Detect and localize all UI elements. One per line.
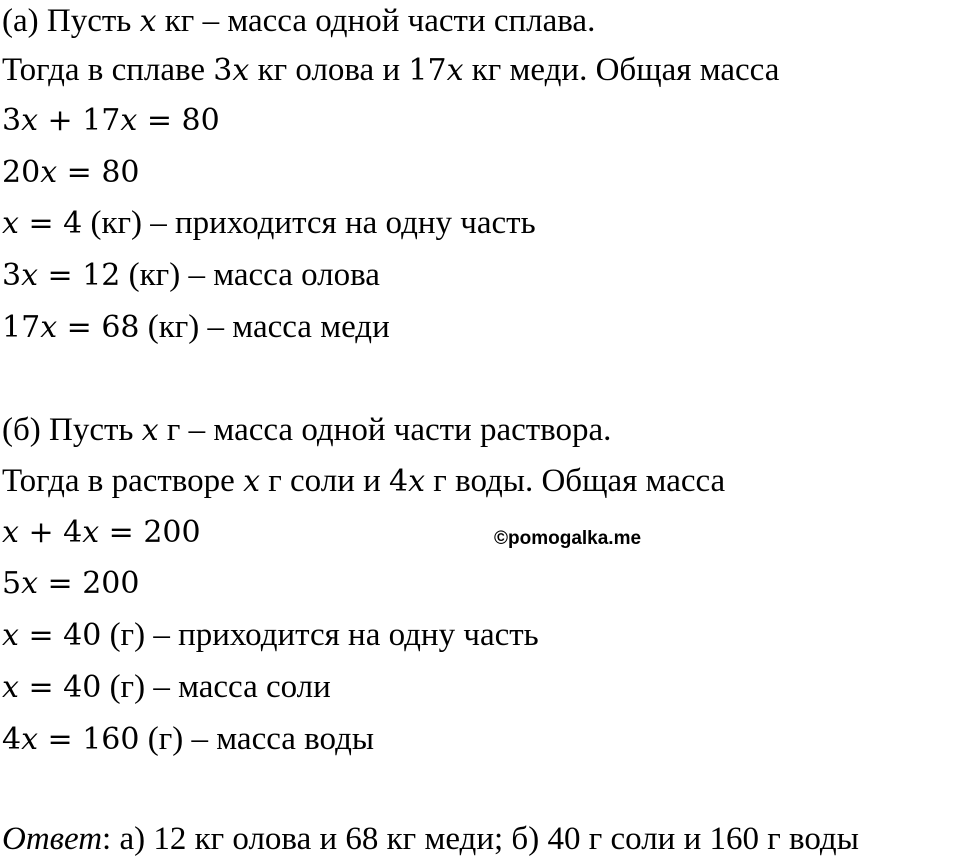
solution-line: [2, 461, 725, 501]
equation-line: [2, 512, 201, 552]
solution-line: [2, 1, 595, 41]
answer-label: Ответ: [2, 821, 103, 857]
math-variable: x: [40, 310, 58, 345]
math-expression: + 17: [38, 103, 121, 138]
math-variable: x: [232, 53, 250, 88]
equation-line: [2, 563, 140, 603]
math-expression: = 80: [137, 103, 220, 138]
equation-line: [2, 152, 140, 192]
text-segment: кг меди. Общая масса: [463, 52, 780, 88]
math-variable: x: [2, 206, 19, 241]
solution-line: [2, 50, 779, 90]
watermark: ©pomogalka.me: [494, 528, 642, 549]
text-segment: г воды. Общая масса: [425, 463, 726, 499]
text-segment: (а) Пусть: [2, 3, 140, 39]
text-segment: (г) – приходится на одну часть: [101, 617, 539, 653]
math-variable: x: [408, 464, 426, 499]
math-expression: 4: [389, 464, 409, 499]
math-variable: x: [40, 155, 58, 190]
math-variable: x: [446, 53, 464, 88]
text-segment: (б) Пусть: [2, 412, 142, 448]
math-expression: 3: [2, 258, 22, 293]
answer-text: : а) 12 кг олова и 68 кг меди; б) 40 г соли и 160 г воды: [102, 821, 859, 857]
math-expression: = 200: [99, 515, 201, 550]
math-expression: 3: [2, 103, 22, 138]
math-variable: x: [2, 515, 19, 550]
math-variable: x: [21, 258, 39, 293]
equation-line: [2, 615, 539, 655]
math-variable: x: [2, 670, 19, 705]
answer-line: [2, 819, 859, 859]
equation-line: [2, 667, 331, 707]
text-segment: кг олова и: [249, 52, 409, 88]
text-segment: (кг) – приходится на одну часть: [82, 205, 536, 241]
math-variable: x: [82, 515, 100, 550]
text-segment: (кг) – масса олова: [120, 257, 380, 293]
equation-line: [2, 255, 380, 295]
math-expression: 3: [213, 53, 233, 88]
math-expression: 17: [408, 53, 447, 88]
text-segment: (кг) – масса меди: [139, 309, 390, 345]
equation-line: [2, 719, 374, 759]
math-expression: = 80: [57, 155, 140, 190]
math-expression: 17: [2, 310, 41, 345]
math-expression: = 68: [57, 310, 140, 345]
math-variable: x: [120, 103, 138, 138]
equation-line: [2, 100, 220, 140]
math-expression: 5: [2, 566, 22, 601]
text-segment: (г) – масса соли: [101, 669, 331, 705]
math-expression: + 4: [18, 515, 83, 550]
text-segment: г – масса одной части раствора.: [158, 412, 612, 448]
text-segment: Тогда в сплаве: [2, 52, 214, 88]
math-expression: = 40: [18, 618, 102, 653]
math-expression: = 200: [38, 566, 140, 601]
text-segment: Тогда в растворе: [2, 463, 244, 499]
math-expression: = 40: [18, 670, 102, 705]
math-expression: = 4: [18, 206, 83, 241]
math-variable: x: [21, 722, 39, 757]
math-variable: x: [21, 566, 39, 601]
math-expression: = 160: [38, 722, 140, 757]
text-segment: г соли и: [259, 463, 390, 499]
math-expression: 4: [2, 722, 22, 757]
equation-line: [2, 307, 390, 347]
solution-line: [2, 410, 611, 450]
math-variable: x: [21, 103, 39, 138]
math-variable: x: [243, 464, 260, 499]
text-segment: (г) – масса воды: [139, 721, 375, 757]
math-variable: x: [141, 413, 159, 448]
math-variable: x: [2, 618, 19, 653]
text-segment: кг – масса одной части сплава.: [156, 3, 596, 39]
math-variable: x: [139, 4, 157, 39]
math-expression: = 12: [38, 258, 121, 293]
equation-line: [2, 203, 536, 243]
math-expression: 20: [2, 155, 41, 190]
